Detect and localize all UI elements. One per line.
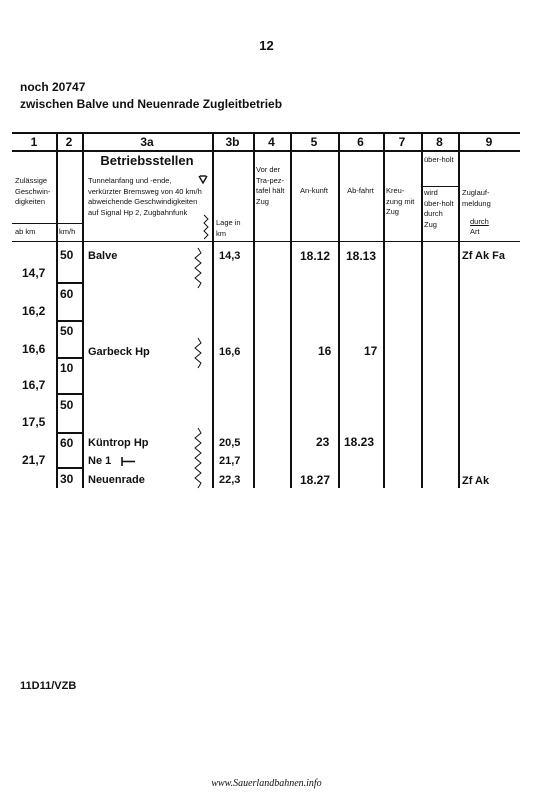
- station-arrival: 16: [318, 344, 332, 358]
- speed-divider: [56, 320, 82, 322]
- colnum-9: 9: [485, 135, 493, 149]
- speed-value: 30: [60, 472, 74, 486]
- signal-ne1-icon: [120, 456, 136, 467]
- col-divider-7: [383, 132, 385, 488]
- ab-km-value: 16,6: [22, 342, 46, 356]
- train-number: noch 20747: [20, 80, 86, 94]
- speed-divider: [56, 467, 82, 469]
- col4-header: Vor der Tra-pez-tafel hält Zug: [256, 165, 285, 206]
- station-km: 20,5: [219, 437, 241, 449]
- website-watermark: www.Sauerlandbahnen.info: [211, 778, 322, 789]
- radio-zigzag-icon: [202, 215, 210, 239]
- col9-durch: durch: [470, 217, 489, 226]
- speed-value: 60: [60, 436, 74, 450]
- station-name: Neuenrade: [88, 474, 145, 486]
- col6-header: Ab-fahrt: [347, 186, 374, 195]
- station-message: Zf Ak Fa: [462, 250, 505, 262]
- colnum-2: 2: [65, 135, 73, 149]
- station-departure: 17: [364, 344, 378, 358]
- route-title: zwischen Balve und Neuenrade Zugleitbetrieb: [20, 97, 283, 111]
- tunnel-marker-icon: [198, 175, 208, 185]
- col3a-note: Tunnelanfang und -ende, verkürzter Bremsweg von 40 km/h abweichende Geschwindigkeiten auf Signal Hp 2, Zugbahnfunk: [88, 176, 202, 217]
- col8-top-header: über-holt: [424, 155, 454, 164]
- col-divider-1: [56, 132, 58, 488]
- speed-value: 60: [60, 287, 74, 301]
- ab-km-value: 16,2: [22, 304, 46, 318]
- station-departure: 18.23: [344, 435, 375, 449]
- col3a-title: Betriebsstellen: [100, 153, 194, 168]
- col8-split-rule: [421, 186, 458, 187]
- ab-km-value: 14,7: [22, 266, 46, 280]
- speed-divider: [56, 357, 82, 359]
- station-km: 14,3: [219, 250, 241, 262]
- col1-subheader: ab km: [15, 227, 36, 236]
- speed-divider: [56, 393, 82, 395]
- station-km: 22,3: [219, 474, 241, 486]
- colnum-4: 4: [268, 135, 275, 149]
- colnum-6: 6: [357, 135, 364, 149]
- colnum-3b: 3b: [225, 135, 240, 149]
- col1-sub-rule: [12, 223, 56, 224]
- station-km: 16,6: [219, 346, 241, 358]
- col-divider-9: [458, 132, 460, 488]
- col2-sub-rule: [56, 223, 82, 224]
- col-divider-3: [212, 132, 214, 488]
- speed-value: 50: [60, 248, 74, 262]
- col9-header: Zuglauf-meldung: [462, 188, 491, 208]
- col-divider-2: [82, 132, 84, 488]
- col3b-header: Lage in km: [216, 218, 241, 238]
- ab-km-value: 21,7: [22, 453, 46, 467]
- col-divider-8: [421, 132, 423, 488]
- table-header-rule: [12, 241, 520, 242]
- station-arrival: 18.27: [300, 473, 331, 487]
- speed-value: 10: [60, 361, 74, 375]
- col9-art: Art: [470, 227, 480, 236]
- col8-bottom-header: wird über-holt durch Zug: [424, 188, 454, 229]
- speed-divider: [56, 432, 82, 434]
- ab-km-value: 16,7: [22, 378, 46, 392]
- station-km: 21,7: [219, 455, 241, 467]
- col2-subheader: km/h: [59, 227, 76, 236]
- station-message: Zf Ak: [462, 475, 490, 487]
- speed-value: 50: [60, 324, 74, 338]
- page-number: 12: [259, 38, 274, 53]
- speed-divider: [56, 282, 82, 284]
- station-name: Balve: [88, 250, 118, 262]
- station-name: Ne 1: [88, 455, 112, 467]
- table-top-rule: [12, 132, 520, 134]
- colnum-7: 7: [398, 135, 406, 149]
- speed-value: 50: [60, 398, 74, 412]
- col5-header: An-kunft: [300, 186, 328, 195]
- station-name: Küntrop Hp: [88, 437, 149, 449]
- station-arrival: 18.12: [300, 249, 331, 263]
- colnum-5: 5: [310, 135, 318, 149]
- col1-header: Zulässige Geschwin-digkeiten: [15, 176, 51, 206]
- col-divider-4: [253, 132, 255, 488]
- col7-header: Kreu-zung mit Zug: [386, 186, 415, 216]
- station-name: Garbeck Hp: [88, 346, 150, 358]
- colnum-1: 1: [30, 135, 38, 149]
- station-arrival: 23: [316, 435, 330, 449]
- document-code: 11D11/VZB: [20, 680, 77, 692]
- radio-coverage-zigzag: [193, 248, 203, 488]
- station-departure: 18.13: [346, 249, 377, 263]
- colnum-3a: 3a: [140, 135, 154, 149]
- table-number-rule: [12, 150, 520, 152]
- ab-km-value: 17,5: [22, 415, 46, 429]
- colnum-8: 8: [436, 135, 443, 149]
